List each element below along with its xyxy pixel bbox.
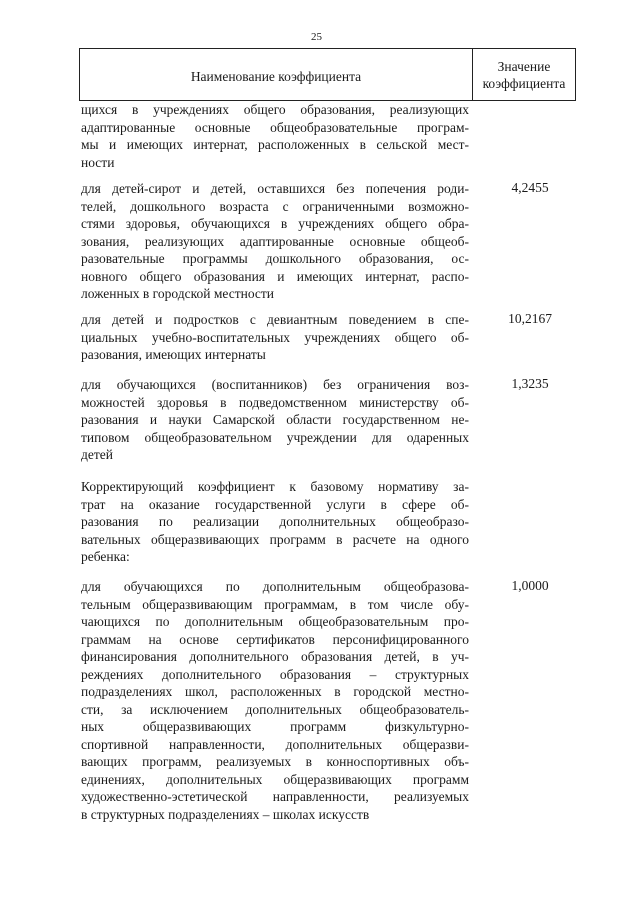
header-name-column: Наименование коэффициента	[80, 49, 473, 100]
text-line: зования, реализующих адаптированные основные общеоб-	[81, 233, 469, 249]
text-line: финансирования дополнительного образования детей, в уч-	[81, 649, 469, 664]
table-row-text	[81, 180, 469, 303]
text-line: реждениях дополнительного образования – структурных	[81, 666, 469, 682]
text-line: ности	[81, 154, 115, 170]
text-line: ложенных в городской местности	[81, 286, 275, 301]
text-line: вающих программ, реализуемых в конноспортивных объ-	[81, 754, 469, 769]
text-line: для детей-сирот и детей, оставшихся без попечения роди-	[81, 181, 469, 196]
table-header	[79, 48, 576, 101]
text-line: трат на оказание государственной услуги в сфере об-	[81, 496, 469, 512]
header-value-line1: Значение	[497, 59, 551, 74]
text-line: стями здоровья, обучающихся в учреждениях общего обра-	[81, 216, 469, 231]
text-line: для обучающихся по дополнительным общеобразова-	[81, 579, 469, 594]
table-row-text	[81, 311, 469, 364]
text-line: для детей и подростков с девиантным поведением в спе-	[81, 312, 469, 327]
text-line: телей, дошкольного возраста с ограниченными возможно-	[81, 198, 469, 214]
text-line: детей	[81, 447, 113, 462]
text-line: в структурных подразделениях – школах искусств	[81, 806, 370, 822]
text-line: мы и имеющих интернат, расположенных в сельской мест-	[81, 137, 469, 152]
text-line: сти, за исключением дополнительных общеобразователь-	[81, 701, 469, 717]
text-line: разования по реализации дополнительных общеобразо-	[81, 514, 469, 529]
text-line: циальных учебно-воспитательных учреждениях общего об-	[81, 329, 469, 345]
text-line: разования и науки Самарской области государственном не-	[81, 412, 469, 427]
coefficient-value: 1,3235	[511, 376, 549, 391]
page-number: 25	[311, 31, 322, 43]
text-line: подразделениях школ, расположенных в городской местно-	[81, 684, 469, 699]
text-line: разования, имеющих интернаты	[81, 347, 266, 362]
header-value-line2: коэффициента	[482, 76, 566, 91]
text-line: для обучающихся (воспитанников) без ограничения воз-	[81, 377, 469, 392]
text-line: ребенка:	[81, 549, 130, 564]
coefficient-value: 4,2455	[511, 180, 549, 195]
header-value-column	[473, 49, 575, 100]
table-row-text	[81, 376, 469, 464]
coefficient-value: 1,0000	[511, 578, 549, 593]
text-line: типовом общеобразовательном учреждении для одаренных	[81, 429, 469, 445]
text-line: художественно-эстетической направленности, реализуемых	[81, 789, 469, 804]
text-line: новного общего образования и имеющих интернат, распо-	[81, 268, 469, 284]
text-line: щихся в учреждениях общего образования, реализующих	[81, 102, 469, 117]
text-line: разовательные программы дошкольного образования, ос-	[81, 251, 469, 266]
text-line: тельным общеразвивающим программам, в том числе обу-	[81, 596, 469, 612]
text-line: ных общеразвивающих программ физкультурно-	[81, 719, 469, 734]
text-line: Корректирующий коэффициент к базовому нормативу за-	[81, 479, 469, 494]
text-line: единениях, дополнительных общеразвивающих программ	[81, 771, 469, 787]
text-line: вательных общеразвивающих программ в расчете на одного	[81, 531, 469, 547]
text-line: спортивной направленности, дополнительных общеразви-	[81, 736, 469, 752]
text-line: можностей здоровья в подведомственном министерству об-	[81, 394, 469, 410]
text-line: адаптированные основные общеобразовательные програм-	[81, 119, 469, 135]
table-row-text	[81, 101, 469, 171]
text-line: чающихся по дополнительным общеобразовательным про-	[81, 614, 469, 629]
table-row-text	[81, 478, 469, 566]
coefficient-value: 10,2167	[508, 311, 552, 326]
table-row-text	[81, 578, 469, 823]
text-line: граммам на основе сертификатов персонифицированного	[81, 631, 469, 647]
